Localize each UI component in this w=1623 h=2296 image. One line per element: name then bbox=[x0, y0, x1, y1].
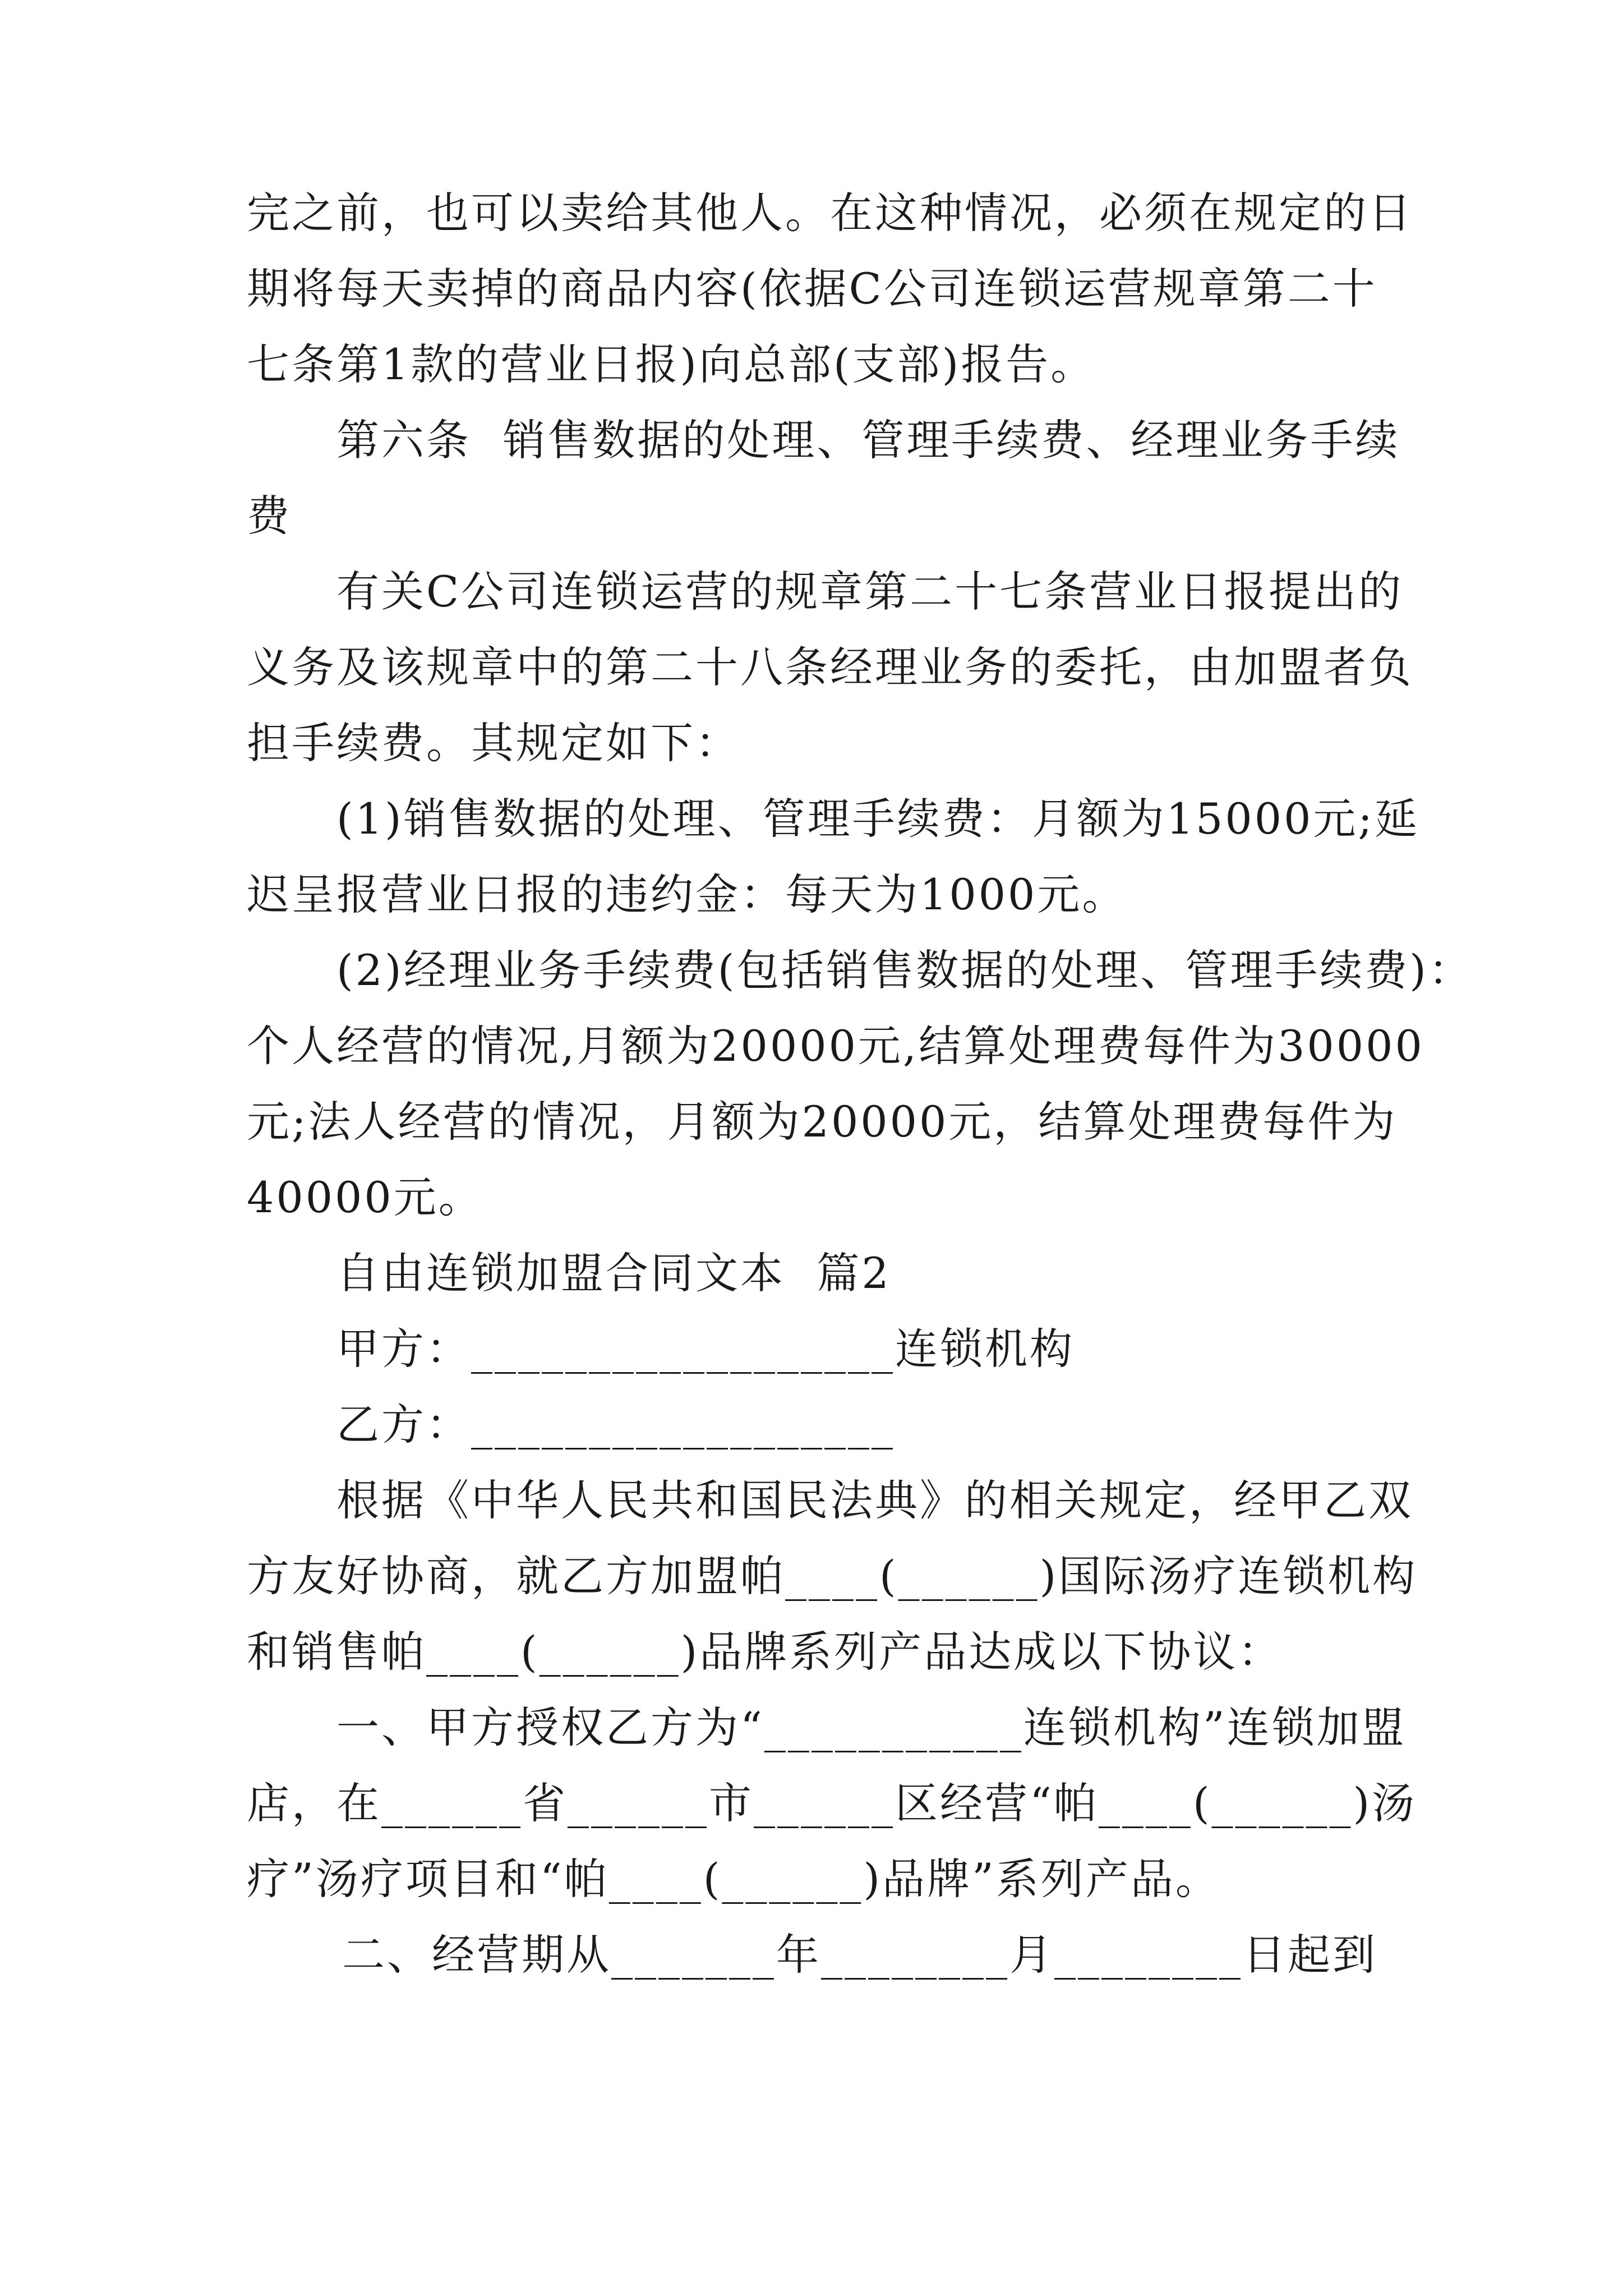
clause-2-line-1: 二、经营期从_______年________月________日起到 bbox=[342, 1930, 1377, 1980]
party-b-line: 乙方：__________________ bbox=[336, 1400, 895, 1450]
section-title: 自由连锁加盟合同文本 篇2 bbox=[336, 1248, 891, 1298]
article-6-heading: 第六条 销售数据的处理、管理手续费、经理业务手续 bbox=[336, 415, 1400, 465]
item-1-line-2: 迟呈报营业日报的违约金：每天为1000元。 bbox=[247, 869, 1127, 919]
item-2-line-2: 个人经营的情况,月额为20000元,结算处理费每件为30000 bbox=[247, 1021, 1424, 1071]
text-line-6: 有关C公司连锁运营的规章第二十七条营业日报提出的 bbox=[336, 567, 1404, 616]
text-line-7: 义务及该规章中的第二十八条经理业务的委托，由加盟者负 bbox=[247, 642, 1413, 692]
text-line-3: 七条第1款的营业日报)向总部(支部)报告。 bbox=[247, 339, 1096, 389]
preamble-line-1: 根据《中华人民共和国民法典》的相关规定，经甲乙双 bbox=[336, 1475, 1413, 1525]
text-line-5: 费 bbox=[247, 491, 292, 541]
item-1-line-1: (1)销售数据的处理、管理手续费：月额为15000元;延 bbox=[336, 794, 1420, 844]
clause-1-line-3: 疗”汤疗项目和“帕____(______)品牌”系列产品。 bbox=[247, 1854, 1220, 1904]
clause-1-line-1: 一、甲方授权乙方为“___________连锁机构”连锁加盟 bbox=[336, 1703, 1407, 1752]
text-line-8: 担手续费。其规定如下： bbox=[247, 718, 740, 768]
item-2-line-4: 40000元。 bbox=[247, 1172, 483, 1222]
text-line-1: 完之前，也可以卖给其他人。在这种情况，必须在规定的日 bbox=[247, 188, 1413, 238]
item-2-line-1: (2)经理业务手续费(包括销售数据的处理、管理手续费)： bbox=[336, 945, 1473, 995]
party-a-line: 甲方：__________________连锁机构 bbox=[336, 1324, 1075, 1374]
clause-1-line-2: 店，在______省______市______区经营“帕____(______)汤 bbox=[247, 1778, 1417, 1828]
text-line-2: 期将每天卖掉的商品内容(依据C公司连锁运营规章第二十 bbox=[247, 264, 1377, 314]
preamble-line-3: 和销售帕____(______)品牌系列产品达成以下协议： bbox=[247, 1627, 1283, 1677]
item-2-line-3: 元;法人经营的情况，月额为20000元，结算处理费每件为 bbox=[247, 1097, 1398, 1147]
preamble-line-2: 方友好协商，就乙方加盟帕____(______)国际汤疗连锁机构 bbox=[247, 1551, 1418, 1601]
